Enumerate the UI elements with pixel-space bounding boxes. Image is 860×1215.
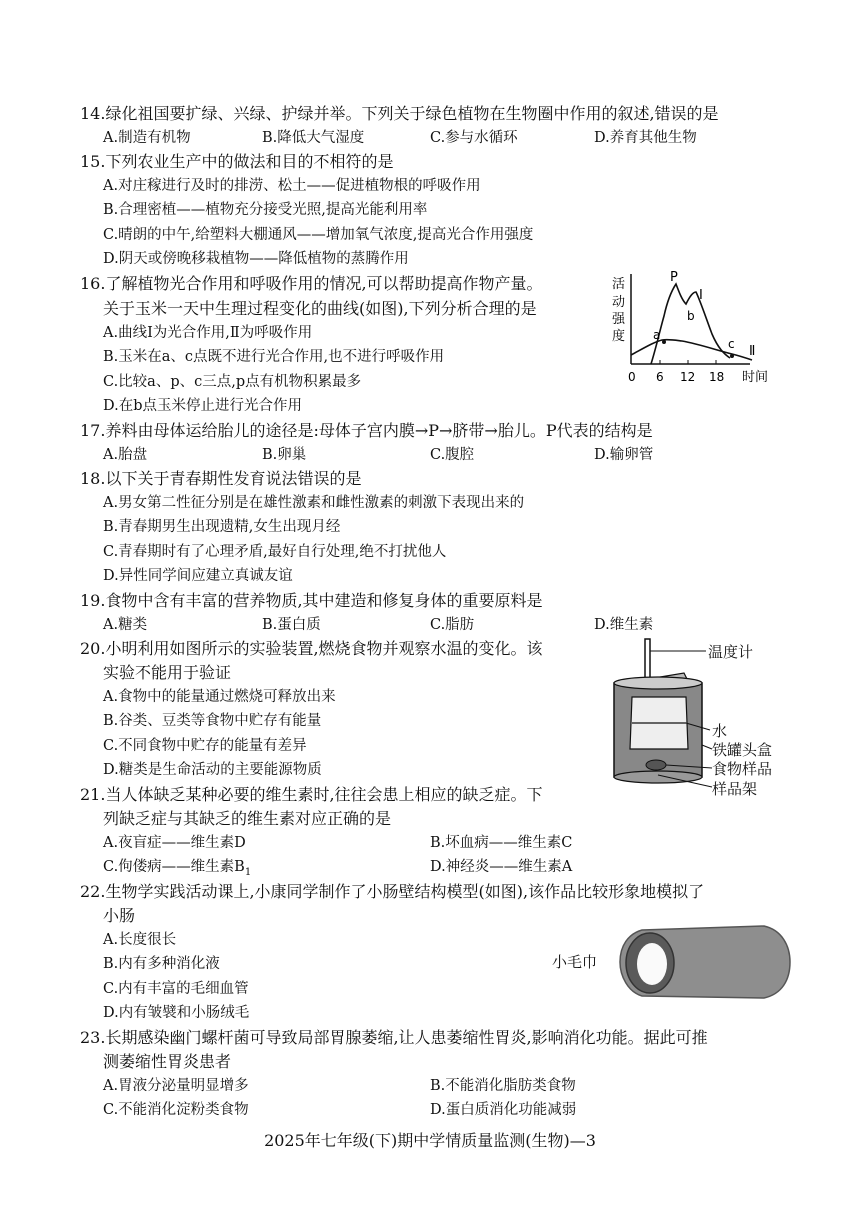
question-14-stem: 14.绿化祖国要扩绿、兴绿、护绿并举。下列关于绿色植物在生物圈中作用的叙述,错误的是	[80, 104, 719, 123]
question-22-stem-line1: 22.生物学实践活动课上,小康同学制作了小肠壁结构模型(如图),该作品比较形象地模拟了	[80, 882, 705, 901]
x-tick-label-6: 6	[656, 370, 664, 384]
q14-option-d: D.养育其他生物	[594, 130, 697, 146]
question-19-stem: 19.食物中含有丰富的营养物质,其中建造和修复身体的重要原料是	[80, 591, 543, 610]
label-water: 水	[712, 722, 728, 740]
q17-option-b: B.卵巢	[262, 447, 307, 463]
q20-option-c: C.不同食物中贮存的能量有差异	[103, 738, 307, 754]
figure-ylabel-char2: 动	[612, 295, 626, 310]
question-20-stem-line2: 实验不能用于验证	[103, 663, 232, 682]
q23-option-a: A.胃液分泌量明显增多	[103, 1078, 249, 1094]
q16-option-a: A.曲线Ⅰ为光合作用,Ⅱ为呼吸作用	[103, 325, 313, 341]
label-food-sample: 食物样品	[712, 760, 773, 778]
question-21-stem-line2: 列缺乏症与其缺乏的维生素对应正确的是	[103, 809, 392, 828]
figure-ylabel-char3: 强	[612, 312, 626, 327]
label-sample-rack: 样品架	[712, 780, 758, 798]
question-21-stem-line1: 21.当人体缺乏某种必要的维生素时,往往会患上相应的缺乏症。下	[80, 785, 543, 804]
curve-I-label: Ⅰ	[699, 288, 703, 303]
q20-option-d: D.糖类是生命活动的主要能源物质	[103, 762, 322, 778]
x-tick-label-0: 0	[628, 370, 636, 384]
intestine-wall-model-figure	[614, 918, 794, 1006]
q17-option-c: C.腹腔	[430, 447, 475, 463]
point-c-label: c	[728, 337, 735, 351]
q21-option-b: B.坏血病——维生素C	[430, 835, 573, 851]
q21-option-c-subscript: 1	[244, 866, 252, 878]
q20-option-a: A.食物中的能量通过燃烧可释放出来	[103, 689, 336, 705]
q15-option-d: D.阴天或傍晚移栽植物——降低植物的蒸腾作用	[103, 251, 409, 267]
point-p-label: P	[670, 270, 678, 285]
figure-xlabel: 时间	[742, 370, 769, 385]
q21-option-c-text: C.佝偻病——维生素B	[103, 859, 245, 875]
question-23-stem-line1: 23.长期感染幽门螺杆菌可导致局部胃腺萎缩,让人患萎缩性胃炎,影响消化功能。据此可推	[80, 1028, 708, 1047]
q16-option-c: C.比较a、p、c三点,p点有机物积累最多	[103, 374, 362, 390]
q19-option-d: D.维生素	[594, 617, 654, 633]
q14-option-b: B.降低大气湿度	[262, 130, 365, 146]
q17-option-a: A.胎盘	[103, 447, 148, 463]
page-footer: 2025年七年级(下)期中学情质量监测(生物)—3	[264, 1131, 596, 1150]
q17-option-d: D.输卵管	[594, 447, 654, 463]
q18-option-d: D.异性同学间应建立真诚友谊	[103, 568, 293, 584]
point-a-marker	[662, 340, 666, 344]
q16-option-b: B.玉米在a、c点既不进行光合作用,也不进行呼吸作用	[103, 349, 445, 365]
q23-option-d: D.蛋白质消化功能减弱	[430, 1102, 577, 1118]
q23-option-b: B.不能消化脂肪类食物	[430, 1078, 576, 1094]
q21-option-a: A.夜盲症——维生素D	[103, 835, 246, 851]
figure-ylabel-char1: 活	[612, 277, 626, 292]
question-20-stem-line1: 20.小明利用如图所示的实验装置,燃烧食物并观察水温的变化。该	[80, 639, 543, 658]
q21-option-c	[103, 857, 251, 883]
q19-option-a: A.糖类	[103, 617, 148, 633]
label-small-towel: 小毛巾	[552, 953, 598, 971]
q22-option-a: A.长度很长	[103, 932, 177, 948]
q22-option-d: D.内有皱襞和小肠绒毛	[103, 1005, 250, 1021]
q15-option-a: A.对庄稼进行及时的排涝、松土——促进植物根的呼吸作用	[103, 178, 481, 194]
label-iron-can: 铁罐头盒	[712, 741, 773, 759]
q23-option-c: C.不能消化淀粉类食物	[103, 1102, 249, 1118]
q16-option-d: D.在b点玉米停止进行光合作用	[103, 398, 302, 414]
q14-option-a: A.制造有机物	[103, 130, 191, 146]
q21-option-d: D.神经炎——维生素A	[430, 859, 573, 875]
question-16-stem-line1: 16.了解植物光合作用和呼吸作用的情况,可以帮助提高作物产量。	[80, 274, 543, 293]
can-top-rim	[614, 677, 702, 689]
curve-II-label: Ⅱ	[749, 344, 756, 359]
x-tick-label-12: 12	[680, 370, 696, 384]
point-b-label: b	[687, 309, 695, 323]
q15-option-c: C.晴朗的中午,给塑料大棚通风——增加氧气浓度,提高光合作用强度	[103, 227, 534, 243]
point-c-marker	[730, 354, 734, 358]
q22-option-b: B.内有多种消化液	[103, 956, 220, 972]
question-15-stem: 15.下列农业生产中的做法和目的不相符的是	[80, 152, 394, 171]
x-tick-label-18: 18	[709, 370, 725, 384]
q18-option-b: B.青春期男生出现遗精,女生出现月经	[103, 519, 341, 535]
label-thermometer: 温度计	[708, 643, 754, 661]
food-sample-icon	[646, 760, 666, 770]
figure-ylabel-char4: 度	[612, 329, 626, 344]
photosynthesis-curve-figure	[604, 268, 784, 388]
q20-option-b: B.谷类、豆类等食物中贮存有能量	[103, 713, 322, 729]
q15-option-b: B.合理密植——植物充分接受光照,提高光能利用率	[103, 202, 428, 218]
q22-option-c: C.内有丰富的毛细血管	[103, 981, 249, 997]
question-17-stem: 17.养料由母体运给胎儿的途径是:母体子宫内膜→P→脐带→胎儿。P代表的结构是	[80, 421, 653, 440]
curve-I-photosynthesis	[651, 284, 730, 364]
towel-tube-inner	[637, 943, 667, 985]
question-22-stem-line2: 小肠	[103, 906, 136, 925]
food-burning-apparatus-figure	[606, 637, 716, 797]
q18-option-a: A.男女第二性征分别是在雄性激素和雌性激素的刺激下表现出来的	[103, 495, 525, 511]
q14-option-c: C.参与水循环	[430, 130, 518, 146]
can-bottom	[614, 771, 702, 783]
question-18-stem: 18.以下关于青春期性发育说法错误的是	[80, 469, 362, 488]
question-16-stem-line2: 关于玉米一天中生理过程变化的曲线(如图),下列分析合理的是	[103, 299, 537, 318]
q19-option-b: B.蛋白质	[262, 617, 321, 633]
q19-option-c: C.脂肪	[430, 617, 475, 633]
question-23-stem-line2: 测萎缩性胃炎患者	[103, 1052, 232, 1071]
point-a-label: a	[653, 328, 661, 342]
q18-option-c: C.青春期时有了心理矛盾,最好自行处理,绝不打扰他人	[103, 544, 447, 560]
leader-can	[702, 745, 712, 749]
